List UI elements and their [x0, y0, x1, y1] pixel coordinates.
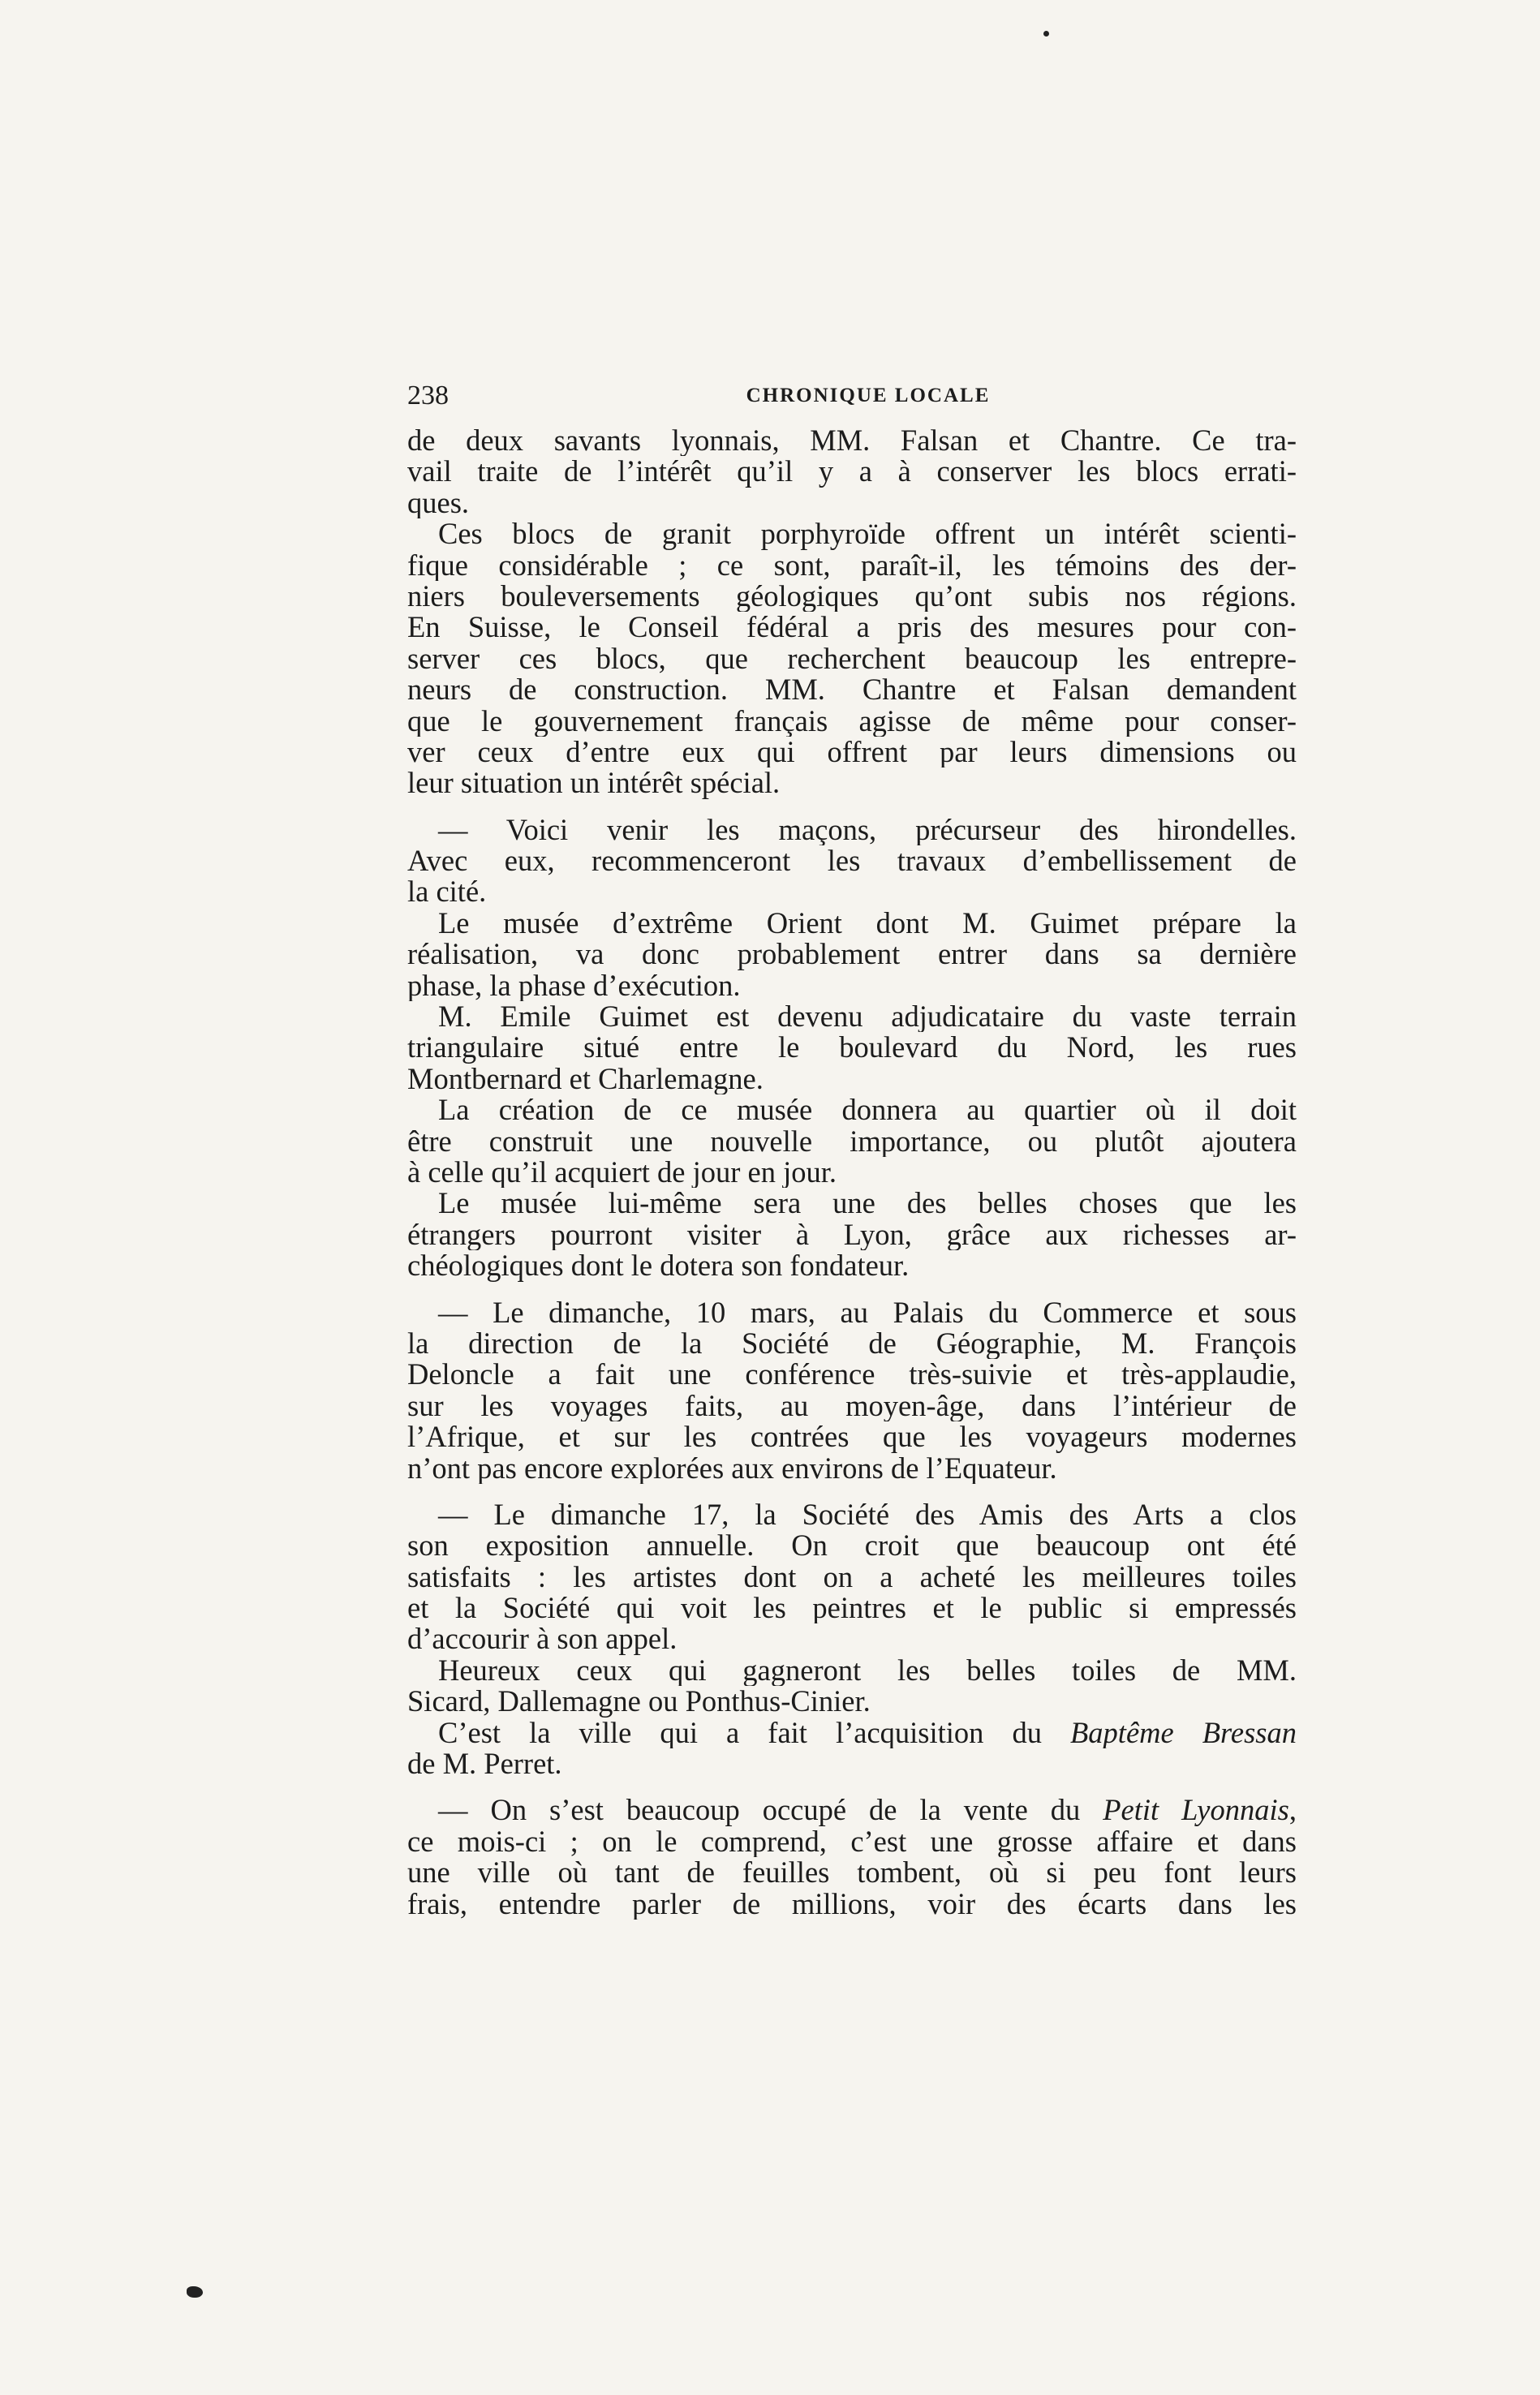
text-line: chéologiques dont le dotera son fondateur. — [407, 1250, 910, 1282]
page-number: 238 — [407, 381, 449, 411]
text-line: server ces blocs, que recherchent beaucoup les entrepre- — [407, 643, 1297, 675]
text-line: n’ont pas encore explorées aux environs de l’Equateur. — [407, 1452, 1057, 1484]
text-line: phase, la phase d’exécution. — [407, 970, 741, 1002]
text-line: frais, entendre parler de millions, voir des écarts dans les — [407, 1888, 1297, 1920]
text-line: vail traite de l’intérêt qu’il y a à conserver les blocs errati- — [407, 456, 1297, 488]
text-line: satisfaits : les artistes dont on a acheté les meilleures toiles — [407, 1561, 1297, 1593]
text-line: que le gouvernement français agisse de même pour conser- — [407, 705, 1297, 737]
text-line: Avec eux, recommenceront les travaux d’embellissement de — [407, 845, 1297, 877]
italic-title: Baptême Bressan — [1070, 1717, 1297, 1749]
paragraph-gap — [407, 799, 1297, 815]
paragraph-gap — [407, 1282, 1297, 1297]
text-line: — On s’est beaucoup occupé de la vente du Petit Lyonnais, — [438, 1795, 1297, 1826]
text-line: fique considérable ; ce sont, paraît-il, les témoins des der- — [407, 549, 1297, 581]
text-line: étrangers pourront visiter à Lyon, grâce aux richesses ar- — [407, 1219, 1297, 1251]
text-line: Ces blocs de granit porphyroïde offrent un intérêt scienti- — [438, 518, 1297, 550]
body-text — [407, 425, 1297, 1920]
text-line: la direction de la Société de Géographie, M. François — [407, 1327, 1297, 1360]
text-line: de deux savants lyonnais, MM. Falsan et Chantre. Ce tra- — [407, 425, 1297, 457]
text-line: réalisation, va donc probablement entrer dans sa dernière — [407, 939, 1297, 970]
text-line: niers bouleversements géologiques qu’ont subis nos régions. — [407, 580, 1297, 613]
text-line: Le musée lui-même sera une des belles choses que les — [438, 1188, 1297, 1219]
running-head: CHRONIQUE LOCALE — [746, 385, 991, 406]
text-line: son exposition annuelle. On croit que beaucoup ont été — [407, 1530, 1297, 1562]
text-line: être construit une nouvelle importance, ou plutôt ajoutera — [407, 1125, 1297, 1157]
paragraph-gap — [407, 1484, 1297, 1499]
text-line: ce mois-ci ; on le comprend, c’est une grosse affaire et dans — [407, 1825, 1297, 1858]
ink-speck — [187, 2286, 203, 2298]
text-line: La création de ce musée donnera au quartier où il doit — [438, 1094, 1297, 1126]
text-line: triangulaire situé entre le boulevard du Nord, les rues — [407, 1032, 1297, 1064]
text-line: Le musée d’extrême Orient dont M. Guimet prépare la — [438, 907, 1297, 940]
text-line: C’est la ville qui a fait l’acquisition du Baptême Bressan — [438, 1717, 1297, 1749]
page-header — [407, 378, 1297, 414]
text-line: Montbernard et Charlemagne. — [407, 1063, 764, 1095]
text-line: une ville où tant de feuilles tombent, où si peu font leurs — [407, 1857, 1297, 1889]
text-line: ver ceux d’entre eux qui offrent par leurs dimensions ou — [407, 736, 1297, 768]
text-line: — Le dimanche, 10 mars, au Palais du Commerce et sous — [438, 1296, 1297, 1328]
paragraph-gap — [407, 1779, 1297, 1795]
text-line: d’accourir à son appel. — [407, 1623, 678, 1655]
text-line: la cité. — [407, 876, 487, 908]
text-line: Heureux ceux qui gagneront les belles toiles de MM. — [438, 1654, 1297, 1687]
text-line: leur situation un intérêt spécial. — [407, 768, 781, 799]
ink-speck — [1043, 31, 1049, 37]
text-line: ques. — [407, 487, 470, 519]
text-line: sur les voyages faits, au moyen-âge, dans l’intérieur de — [407, 1390, 1297, 1422]
text-line: Sicard, Dallemagne ou Ponthus-Cinier. — [407, 1686, 871, 1718]
italic-title: Petit Lyonnais — [1103, 1795, 1289, 1826]
text-line: — Voici venir les maçons, précurseur des hirondelles. — [438, 814, 1297, 846]
text-line: M. Emile Guimet est devenu adjudicataire du vaste terrain — [438, 1001, 1297, 1033]
text-line: et la Société qui voit les peintres et le public si empressés — [407, 1593, 1297, 1624]
text-line: Deloncle a fait une conférence très-suivie et très-applaudie, — [407, 1359, 1297, 1391]
text-line: à celle qu’il acquiert de jour en jour. — [407, 1156, 837, 1189]
text-line: l’Afrique, et sur les contrées que les voyageurs modernes — [407, 1421, 1297, 1453]
text-line: — Le dimanche 17, la Société des Amis des Arts a clos — [438, 1498, 1297, 1531]
text-line: En Suisse, le Conseil fédéral a pris des mesures pour con- — [407, 612, 1297, 643]
text-line: de M. Perret. — [407, 1748, 562, 1780]
text-line: neurs de construction. MM. Chantre et Falsan demandent — [407, 674, 1297, 706]
